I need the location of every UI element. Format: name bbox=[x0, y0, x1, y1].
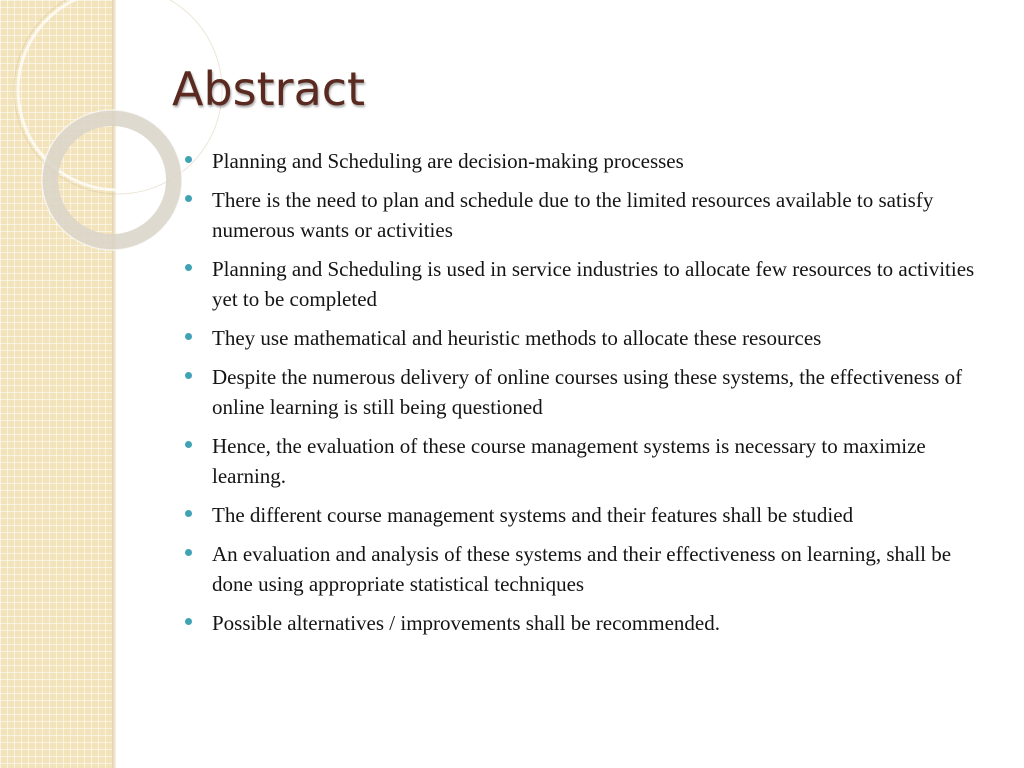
bullet-dot-icon bbox=[185, 618, 192, 625]
bullet-item bbox=[185, 146, 985, 176]
bullet-item bbox=[185, 539, 985, 599]
bullet-text: An evaluation and analysis of these systems and their effectiveness on learning, shall be done using appropriate statistical techniques bbox=[212, 542, 952, 596]
bullet-list bbox=[185, 146, 985, 647]
bullet-dot-icon bbox=[185, 333, 192, 340]
bullet-dot-icon bbox=[185, 372, 192, 379]
bullet-text: Planning and Scheduling is used in service industries to allocate few resources to activities yet to be completed bbox=[212, 257, 975, 311]
bullet-dot-icon bbox=[185, 195, 192, 202]
bullet-text: There is the need to plan and schedule due to the limited resources available to satisfy numerous wants or activities bbox=[212, 188, 934, 242]
bullet-dot-icon bbox=[185, 264, 192, 271]
bullet-text: The different course management systems and their features shall be studied bbox=[212, 503, 854, 527]
bullet-text: Planning and Scheduling are decision-making processes bbox=[212, 149, 684, 173]
bullet-text: Despite the numerous delivery of online courses using these systems, the effectiveness of online learning is still being questioned bbox=[212, 365, 963, 419]
bullet-item bbox=[185, 500, 985, 530]
bullet-dot-icon bbox=[185, 549, 192, 556]
bullet-text: Hence, the evaluation of these course management systems is necessary to maximize learning. bbox=[212, 434, 926, 488]
bullet-text: Possible alternatives / improvements shall be recommended. bbox=[212, 611, 720, 635]
bullet-dot-icon bbox=[185, 510, 192, 517]
bullet-item bbox=[185, 608, 985, 638]
bullet-dot-icon bbox=[185, 156, 192, 163]
bullet-item bbox=[185, 431, 985, 491]
decorative-circles bbox=[0, 0, 200, 260]
bullet-dot-icon bbox=[185, 441, 192, 448]
bullet-item bbox=[185, 362, 985, 422]
bullet-item bbox=[185, 254, 985, 314]
bullet-item bbox=[185, 185, 985, 245]
bullet-item bbox=[185, 323, 985, 353]
slide-title: Abstract bbox=[172, 62, 366, 116]
bullet-text: They use mathematical and heuristic methods to allocate these resources bbox=[212, 326, 822, 350]
